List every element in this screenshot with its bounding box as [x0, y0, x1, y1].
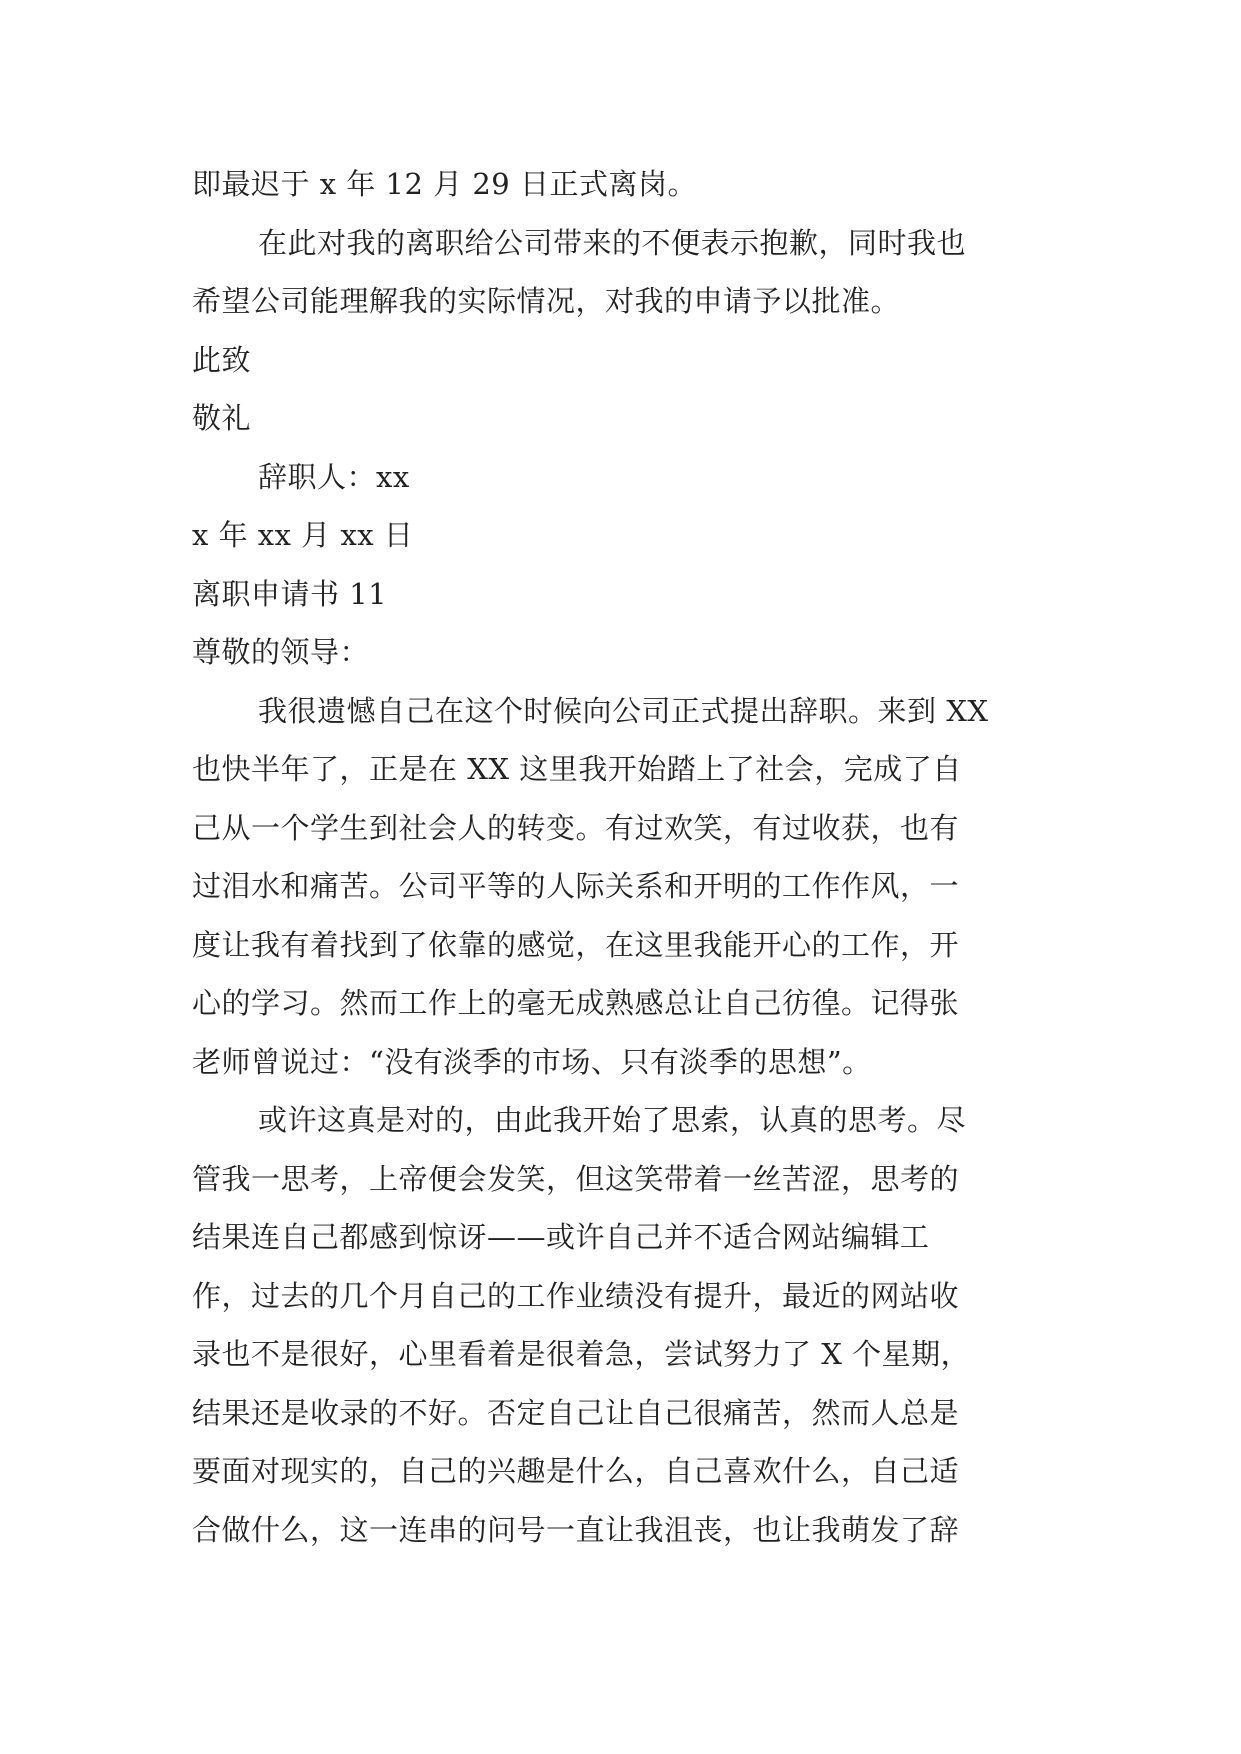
- text-line: 录也不是很好，心里看着是很着急，尝试努力了 X 个星期，: [192, 1337, 971, 1371]
- text-line: 合做什么，这一连串的问号一直让我沮丧，也让我萌发了辞: [192, 1512, 960, 1547]
- text-line: 心的学习。然而工作上的毫无成熟感总让自己彷徨。记得张: [192, 986, 960, 1020]
- section-title: 离职申请书 11: [192, 576, 388, 611]
- text-line: 也快半年了，正是在 XX 这里我开始踏上了社会，完成了自: [192, 752, 962, 786]
- text-line: 要面对现实的，自己的兴趣是什么，自己喜欢什么，自己适: [192, 1454, 960, 1488]
- text-line: 老师曾说过：“没有淡季的市场、只有淡季的思想”。: [192, 1044, 872, 1079]
- closing-salutation: 此致: [192, 342, 252, 377]
- letter-body: [192, 155, 1068, 1559]
- date-line: x 年 xx 月 xx 日: [192, 518, 414, 552]
- text-line: 希望公司能理解我的实际情况，对我的申请予以批准。: [192, 284, 901, 318]
- text-line: 过泪水和痛苦。公司平等的人际关系和开明的工作作风，一: [192, 869, 960, 903]
- text-line: 我很遗憾自己在这个时候向公司正式提出辞职。来到 XX: [258, 693, 989, 728]
- text-line: 管我一思考，上帝便会发笑，但这笑带着一丝苦涩，思考的: [192, 1161, 960, 1196]
- text-line: 结果连自己都感到惊讶——或许自己并不适合网站编辑工: [192, 1220, 930, 1254]
- text-line: 度让我有着找到了依靠的感觉，在这里我能开心的工作，开: [192, 927, 960, 962]
- text-line: 即最迟于 x 年 12 月 29 日正式离岗。: [192, 167, 697, 201]
- text-line: 在此对我的离职给公司带来的不便表示抱歉，同时我也: [258, 225, 967, 260]
- text-line: 己从一个学生到社会人的转变。有过欢笑，有过收获，也有: [192, 810, 960, 845]
- text-line: 作，过去的几个月自己的工作业绩没有提升，最近的网站收: [192, 1278, 960, 1313]
- closing-regards: 敬礼: [192, 401, 252, 435]
- text-line: 或许这真是对的，由此我开始了思索，认真的思考。尽: [258, 1103, 967, 1137]
- signature-line: 辞职人：xx: [258, 459, 410, 494]
- greeting-line: 尊敬的领导：: [192, 635, 370, 669]
- text-line: 结果还是收录的不好。否定自己让自己很痛苦，然而人总是: [192, 1395, 960, 1430]
